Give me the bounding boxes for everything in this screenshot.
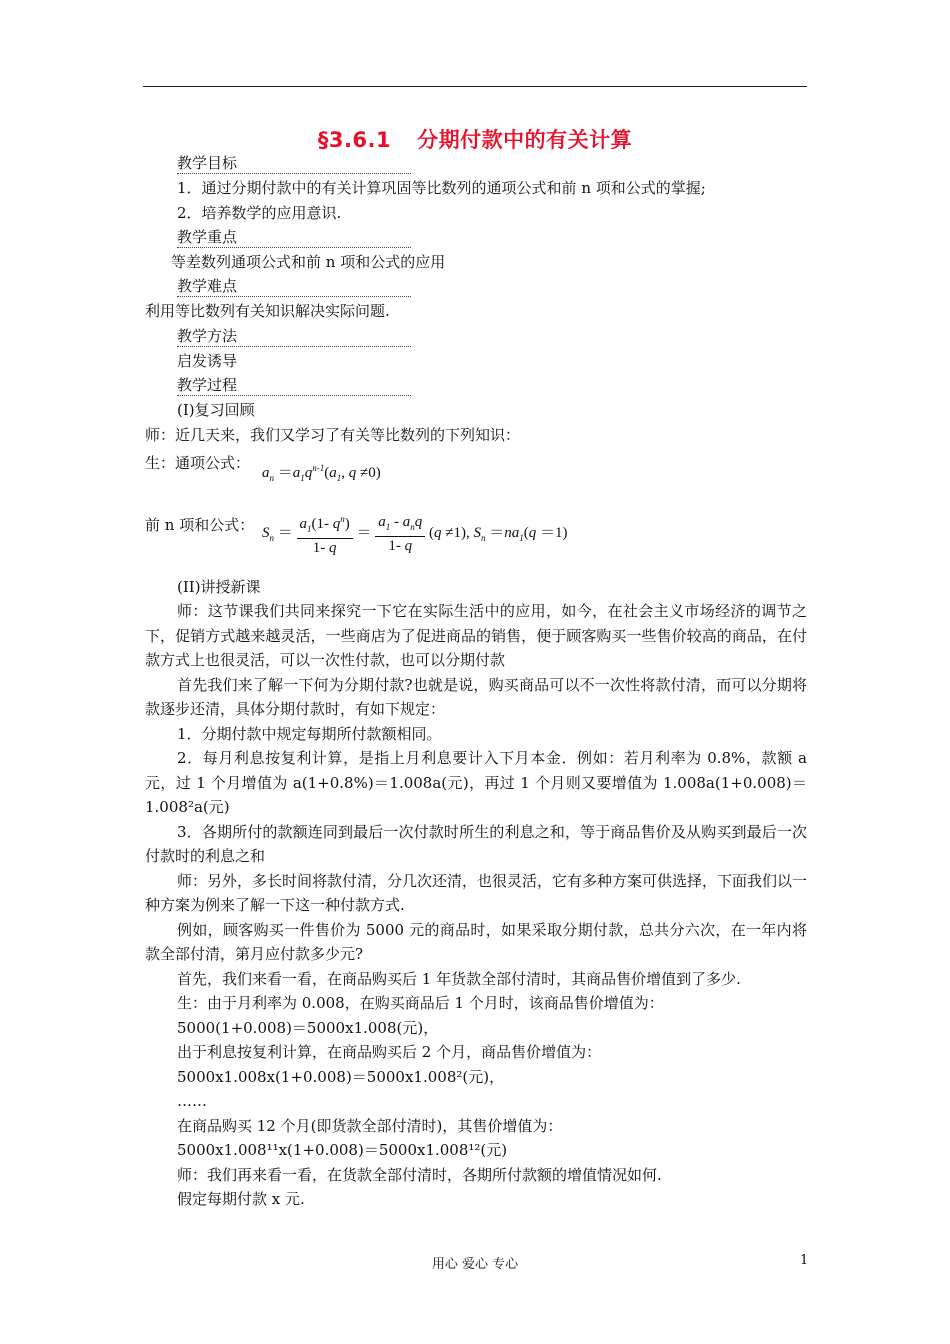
heading-key-points: 教学重点: [177, 227, 411, 248]
paragraph: 5000x1.008x(1+0.008)＝5000x1.008²(元)，: [177, 1067, 505, 1086]
paragraph: 生：由于月利率为 0.008，在购买商品后 1 个月时，该商品售价增值为：: [177, 994, 664, 1012]
paragraph: 师：我们再来看一看，在货款全部付清时，各期所付款额的增值情况如何.: [177, 1165, 662, 1184]
sum-label: 前 n 项和公式：: [145, 516, 255, 534]
heading-process: 教学过程: [177, 375, 411, 396]
sum-formula: $S_n$ ＝ $\frac{a_1(1- q^n)}{1- q}$ ＝ $\frac{a_1 - a_nq}{1- q}$ (q ≠1), $S_n =na_1(q =1)$: [262, 510, 568, 557]
title-text: 分期付款中的有关计算: [417, 128, 633, 152]
review-title: (I)复习回顾: [177, 401, 255, 419]
key-points-text: 等差数列通项公式和前 n 项和公式的应用: [171, 253, 446, 271]
paragraph: 例如，顾客购买一件售价为 5000 元的商品时，如果采取分期付款，总共分六次，在一年内将款全部付清，第月应付款多少元?: [145, 920, 807, 963]
lesson-body: [145, 599, 807, 1212]
paragraph: 3．各期所付的款额连同到最后一次付款时所生的利息之和，等于商品售价及从购买到最后一次付款时的利息之和: [145, 822, 807, 865]
header-rule: [143, 86, 807, 87]
footer-text: 用心 爱心 专心: [431, 1257, 519, 1272]
page-number: 1: [800, 1253, 809, 1268]
paragraph: ……: [177, 1092, 207, 1110]
heading-difficulties: 教学难点: [177, 276, 411, 297]
paragraph: 1．分期付款中规定每期所付款额相同。: [177, 724, 442, 743]
general-term-label: 生：通项公式：: [145, 454, 251, 472]
heading-objectives: 教学目标: [177, 153, 411, 174]
paragraph: 首先我们来了解一下何为分期付款?也就是说，购买商品可以不一次性将款付清，而可以分期将款逐步还清，具体分期付款时，有如下规定：: [145, 675, 807, 718]
teacher-intro: 师：近几天来，我们又学习了有关等比数列的下列知识：: [145, 426, 521, 444]
paragraph: 师：另外，多长时间将款付清，分几次还清，也很灵活，它有多种方案可供选择，下面我们以一种方案为例来了解一下这一种付款方式.: [145, 871, 808, 914]
paragraph: 5000(1+0.008)＝5000x1.008(元)，: [177, 1018, 439, 1037]
paragraph: 出于利息按复利计算，在商品购买后 2 个月，商品售价增值为：: [177, 1043, 602, 1061]
new-lesson-title: (II)讲授新课: [177, 578, 261, 596]
heading-methods: 教学方法: [177, 326, 411, 347]
paragraph: 师：这节课我们共同来探究一下它在实际生活中的应用，如今，在社会主义市场经济的调节之下，促销方式越来越灵活，一些商店为了促进商品的销售，便于顾客购买一些售价较高的商品，在付款方式上也很灵活，可以一次性付款，也可以分期付款: [145, 602, 807, 669]
objective-1: 1．通过分期付款中的有关计算巩固等比数列的通项公式和前 n 项和公式的掌握;: [177, 179, 706, 197]
paragraph: 5000x1.008¹¹x(1+0.008)＝5000x1.008¹²(元): [177, 1141, 508, 1159]
paragraph: 首先，我们来看一看，在商品购买后 1 年货款全部付清时，其商品售价增值到了多少.: [177, 969, 741, 988]
page-title: [0, 124, 950, 154]
objective-2: 2．培养数学的应用意识.: [177, 204, 342, 222]
general-term-formula: $a_n =a_1q^{n-1}(a_1$, q ≠0): [262, 463, 381, 483]
paragraph: 假定每期付款 x 元.: [177, 1190, 305, 1208]
paragraph: 在商品购买 12 个月(即货款全部付清时)，其售价增值为：: [177, 1116, 563, 1135]
paragraph: 2．每月利息按复利计算，是指上月利息要计入下月本金．例如：若月利率为 0.8%，款额 a 元，过 1 个月增值为 a(1+0.8%)＝1.008a(元)，再过 1 个月则又要增值为 1.008a(1+0.008)＝1.008²a(元): [145, 749, 807, 816]
section-number: §3.6.1: [317, 128, 392, 152]
difficulties-text: 利用等比数列有关知识解决实际问题.: [145, 302, 390, 320]
methods-text: 启发诱导: [177, 352, 238, 370]
